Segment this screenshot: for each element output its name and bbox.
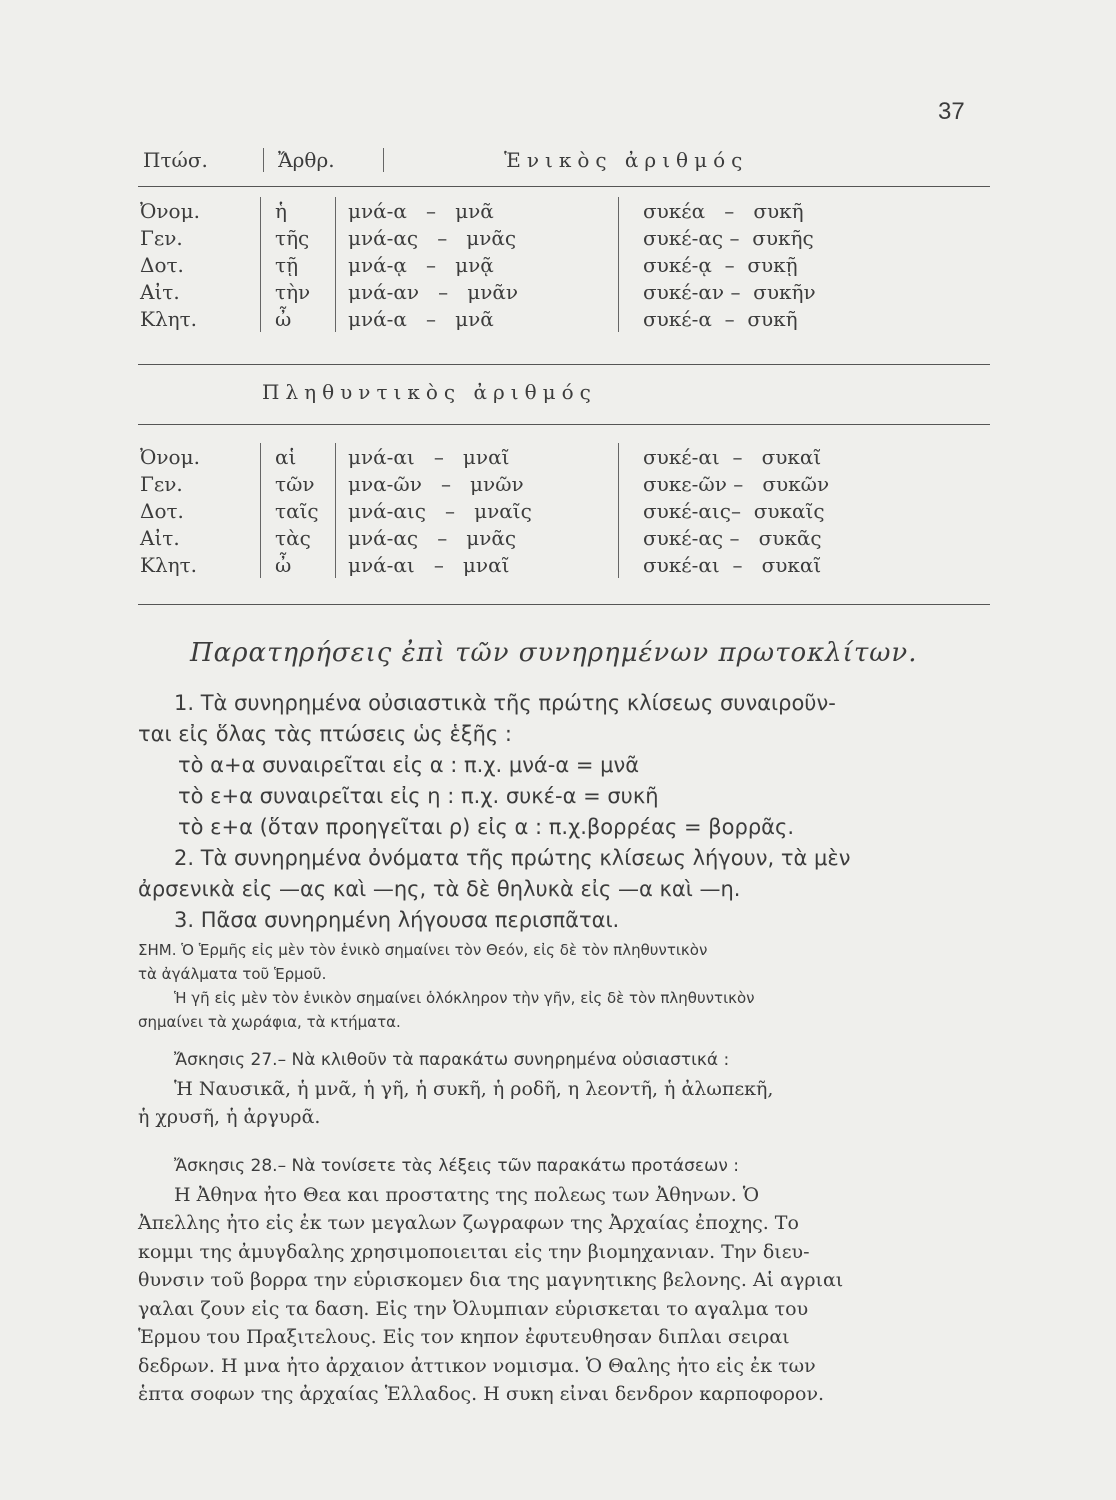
form-cell: μνά-α – μνᾶ: [336, 305, 619, 332]
article-cell: τῇ: [261, 251, 336, 278]
rule-line: τὸ α+α συναιρεῖται εἰς α : π.χ. μνά-α = μνᾶ: [178, 753, 640, 777]
rule-line: ἀρσενικὰ εἰς —ας καὶ —ης, τὰ δὲ θηλυκὰ εἰς —α καὶ —η.: [138, 877, 741, 901]
article-cell: ταῖς: [261, 497, 336, 524]
exercise-27: [138, 1046, 988, 1132]
table-row: [140, 443, 893, 470]
table-row: [140, 497, 893, 524]
form-cell: συκέα – συκῆ: [619, 197, 894, 224]
form-cell: συκέ-αι – συκαῖ: [619, 443, 894, 470]
form-cell: συκε-ῶν – συκῶν: [619, 470, 894, 497]
exercise-line: δεδρων. Η μνα ἠτο ἀρχαιον ἀττικον νομισμα. Ὁ Θαλης ἠτο εἰς ἐκ των: [138, 1354, 816, 1377]
plural-table: [140, 443, 893, 578]
article-cell: τῆς: [261, 224, 336, 251]
page-number: 37: [938, 98, 965, 125]
exercise-heading: Ἄσκησις 28.– Νὰ τονίσετε τὰς λέξεις τῶν παρακάτω προτάσεων :: [174, 1156, 739, 1176]
form-cell: συκέ-αις– συκαῖς: [619, 497, 894, 524]
exercise-line: κομμι της ἀμυγδαλης χρησιμοποιειται εἰς την βιομηχανιαν. Την διευ-: [138, 1240, 810, 1263]
exercise-line: ἑπτα σοφων της ἀρχαίας Ἑλλαδος. Η συκη εἰναι δενδρον καρποφορον.: [138, 1383, 825, 1405]
form-cell: μνά-αις – μναῖς: [336, 497, 619, 524]
article-cell: τὴν: [261, 278, 336, 305]
observations-title: Παρατηρήσεις ἐπὶ τῶν συνηρημένων πρωτοκλίτων.: [190, 638, 918, 668]
form-cell: μνά-ας – μνᾶς: [336, 224, 619, 251]
exercise-line: γαλαι ζουν εἰς τα δαση. Εἰς την Ὀλυμπιαν εὑρισκεται το αγαλμα του: [138, 1297, 809, 1320]
article-cell: ὦ: [261, 551, 336, 578]
case-cell: Κλητ.: [140, 306, 198, 331]
exercise-28: [138, 1152, 988, 1409]
form-cell: μνά-α – μνᾶ: [336, 197, 619, 224]
rule-line: ται εἰς ὅλας τὰς πτώσεις ὡς ἑξῆς :: [138, 722, 513, 746]
case-cell: Δοτ.: [140, 252, 184, 277]
note-line: Ἡ γῆ εἰς μὲν τὸν ἑνικὸν σημαίνει ὁλόκληρον τὴν γῆν, εἰς δὲ τὸν πληθυντικὸν: [174, 989, 755, 1007]
notes-block: [138, 938, 988, 1034]
form-cell: μνά-αι – μναῖ: [336, 443, 619, 470]
header-rule: [138, 186, 990, 187]
note-line: σημαίνει τὰ χωράφια, τὰ κτήματα.: [138, 1013, 401, 1031]
plural-title: Πληθυντικὸς ἀριθμός: [262, 380, 597, 404]
exercise-heading: Ἄσκησις 27.– Νὰ κλιθοῦν τὰ παρακάτω συνηρημένα οὐσιαστικά :: [174, 1050, 730, 1070]
note-line: ΣΗΜ. Ὁ Ἑρμῆς εἰς μὲν τὸν ἑνικὸ σημαίνει τὸν Θεόν, εἰς δὲ τὸν πληθυντικὸν: [138, 941, 708, 959]
case-cell: Αἰτ.: [140, 525, 180, 550]
header-article: Ἄρθρ.: [263, 148, 335, 172]
table-row: [140, 224, 893, 251]
exercise-line: Ἑρμου του Πραξιτελους. Εἰς τον κηπον ἐφυτευθησαν διπλαι σειραι: [138, 1326, 790, 1348]
rule-line: 2. Τὰ συνηρημένα ὀνόματα τῆς πρώτης κλίσεως λήγουν, τὰ μὲν: [174, 846, 851, 870]
table-row: [140, 305, 893, 332]
rule-line: τὸ ε+α συναιρεῖται εἰς η : π.χ. συκέ-α = συκῆ: [178, 784, 659, 808]
case-cell: Ὀνομ.: [140, 198, 200, 223]
exercise-line: θυνσιν τοῦ βορρα την εὑρισκομεν δια της μαγνητικης βελονης. Αἱ αγριαι: [138, 1269, 844, 1291]
exercise-line: ἡ χρυσῆ, ἡ ἀργυρᾶ.: [138, 1106, 321, 1128]
form-cell: μνά-αν – μνᾶν: [336, 278, 619, 305]
article-cell: τὰς: [261, 524, 336, 551]
article-cell: τῶν: [261, 470, 336, 497]
case-cell: Δοτ.: [140, 498, 184, 523]
form-cell: μνά-ας – μνᾶς: [336, 524, 619, 551]
note-line: τὰ ἀγάλματα τοῦ Ἑρμοῦ.: [138, 965, 327, 983]
table-row: [140, 197, 893, 224]
table-row: [140, 278, 893, 305]
plural-rule: [138, 424, 990, 425]
exercise-line: Ἡ Ναυσικᾶ, ἡ μνᾶ, ἡ γῆ, ἡ συκῆ, ἡ ροδῆ, η λεοντῆ, ἡ ἀλωπεκῆ,: [174, 1077, 774, 1100]
case-cell: Ὀνομ.: [140, 444, 200, 469]
form-cell: συκέ-ας – συκᾶς: [619, 524, 894, 551]
singular-table: [140, 197, 893, 332]
form-cell: συκέ-αν – συκῆν: [619, 278, 894, 305]
table-row: [140, 470, 893, 497]
table-row: [140, 551, 893, 578]
header-singular: Ἑνικὸς ἀριθμός: [383, 148, 974, 172]
rule-line: τὸ ε+α (ὅταν προηγεῖται ρ) εἰς α : π.χ.βορρέας = βορρᾶς.: [178, 815, 795, 839]
bottom-rule: [138, 604, 990, 605]
article-cell: ἡ: [261, 197, 336, 224]
form-cell: μνά-αι – μναῖ: [336, 551, 619, 578]
header-case: Πτώσ.: [143, 148, 208, 172]
article-cell: ὦ: [261, 305, 336, 332]
case-cell: Αἰτ.: [140, 279, 180, 304]
rule-line: 1. Τὰ συνηρημένα οὐσιαστικὰ τῆς πρώτης κλίσεως συναιροῦν-: [174, 691, 836, 715]
form-cell: συκέ-α – συκῆ: [619, 305, 894, 332]
form-cell: συκέ-ας – συκῆς: [619, 224, 894, 251]
form-cell: μνα-ῶν – μνῶν: [336, 470, 619, 497]
mid-rule: [138, 364, 990, 365]
form-cell: συκέ-αι – συκαῖ: [619, 551, 894, 578]
article-cell: αἱ: [261, 443, 336, 470]
case-cell: Κλητ.: [140, 552, 198, 577]
table-row: [140, 251, 893, 278]
rules-block: [138, 688, 988, 936]
rule-line: 3. Πᾶσα συνηρημένη λήγουσα περισπᾶται.: [174, 908, 620, 932]
table-row: [140, 524, 893, 551]
case-cell: Γεν.: [140, 471, 183, 496]
form-cell: συκέ-ᾳ – συκῇ: [619, 251, 894, 278]
case-cell: Γεν.: [140, 225, 183, 250]
exercise-line: Η Ἀθηνα ἠτο Θεα και προστατης της πολεως των Ἀθηνων. Ὁ: [174, 1183, 760, 1206]
form-cell: μνά-ᾳ – μνᾷ: [336, 251, 619, 278]
exercise-line: Ἀπελλης ἠτο εἰς ἐκ των μεγαλων ζωγραφων της Ἀρχαίας ἐποχης. Το: [138, 1212, 799, 1234]
